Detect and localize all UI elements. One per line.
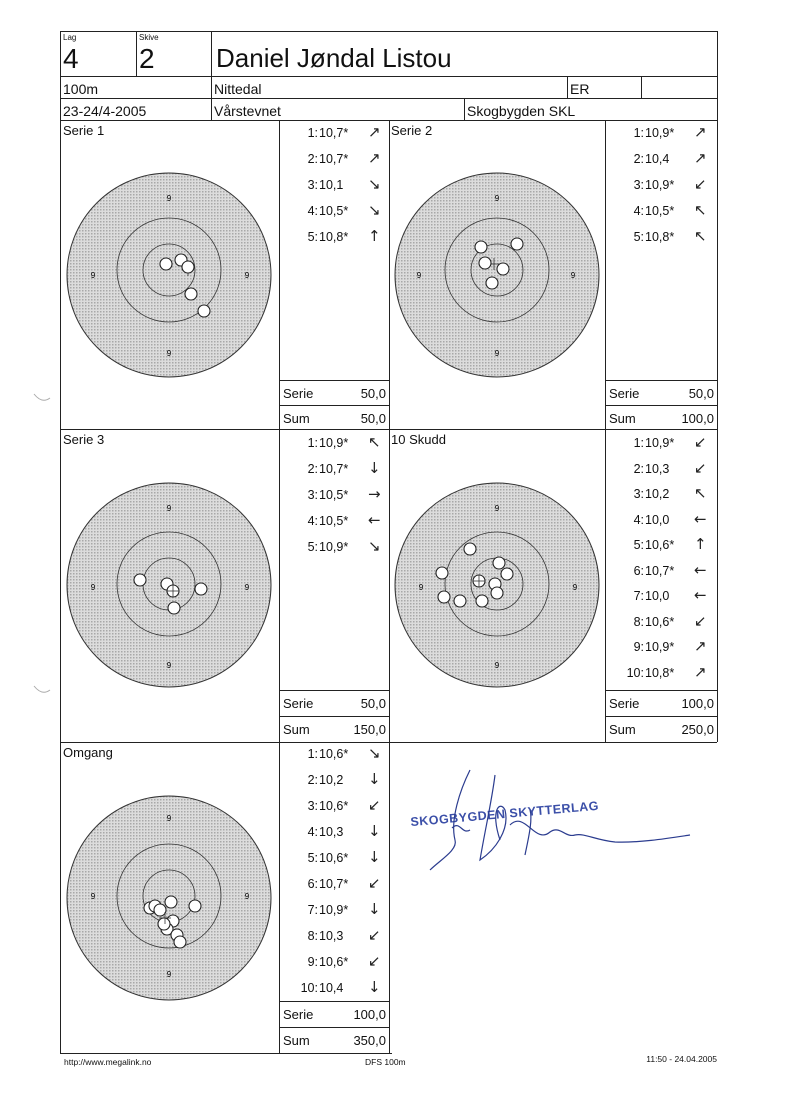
shooter-name: Daniel Jøndal Listou xyxy=(216,43,452,73)
shot-direction-arrow-icon: ↑ xyxy=(694,535,707,553)
shot-direction-arrow-icon: ↗ xyxy=(368,123,381,141)
shot-score: 10,9* xyxy=(645,436,675,450)
target-serie-2 xyxy=(392,170,602,380)
shot-hole xyxy=(479,257,491,269)
shot-hole xyxy=(511,238,523,250)
shot-direction-arrow-icon: ↙ xyxy=(694,611,707,630)
shot-hole xyxy=(134,574,146,586)
shot-hole xyxy=(436,567,448,579)
ring-label-top: 9 xyxy=(494,194,500,203)
shot-hole xyxy=(198,305,210,317)
shot-score: 10,9* xyxy=(645,178,675,192)
shot-number: 9: xyxy=(633,640,644,654)
shot-hole xyxy=(189,900,201,912)
shot-direction-arrow-icon: ↑ xyxy=(368,227,381,245)
shot-number: 10: xyxy=(300,981,318,995)
ring-label-left: 9 xyxy=(90,583,96,592)
shot-hole xyxy=(174,936,186,948)
shot-score: 10,8* xyxy=(319,230,349,244)
shot-number: 4: xyxy=(633,512,644,527)
shot-direction-arrow-icon: ↗ xyxy=(368,149,381,167)
shot-direction-arrow-icon: ↙ xyxy=(694,458,707,477)
shot-direction-arrow-icon: ↙ xyxy=(368,952,381,970)
shot-score: 10,5* xyxy=(319,514,349,528)
ring-label-bottom: 9 xyxy=(166,661,172,670)
shot-direction-arrow-icon: → xyxy=(368,485,381,503)
sum-value-4: 250,0 xyxy=(681,722,714,737)
shot-direction-arrow-icon: ↖ xyxy=(694,484,707,502)
ring-label-right: 9 xyxy=(572,583,578,592)
shot-number: 7: xyxy=(307,903,318,917)
shot-number: 4: xyxy=(307,825,318,839)
shot-score: 10,2 xyxy=(645,487,670,501)
target-serie-1 xyxy=(64,170,274,380)
shot-score: 10,1 xyxy=(319,178,344,192)
shot-hole xyxy=(464,543,476,555)
serie-value-1: 50,0 xyxy=(360,386,386,401)
shot-hole xyxy=(497,263,509,275)
club-stamp xyxy=(400,750,700,890)
panel-title-10-skudd: 10 Skudd xyxy=(391,432,446,447)
target-ring-outer xyxy=(67,173,271,377)
shot-score: 10,6* xyxy=(645,614,675,629)
shot-number: 5: xyxy=(633,230,644,244)
shot-direction-arrow-icon: ↖ xyxy=(368,433,381,451)
sum-value-5: 350,0 xyxy=(353,1033,386,1048)
shot-number: 8: xyxy=(633,614,644,629)
shot-direction-arrow-icon: ← xyxy=(694,560,707,579)
sum-value-2: 100,0 xyxy=(681,411,714,426)
shot-score: 10,3 xyxy=(319,929,344,943)
shot-hole xyxy=(501,568,513,580)
panel-title-serie-1: Serie 1 xyxy=(63,123,105,138)
sum-value-1: 50,0 xyxy=(360,411,386,426)
shot-score: 10,6* xyxy=(319,851,349,865)
serie-value-5: 100,0 xyxy=(353,1007,386,1022)
shot-number: 4: xyxy=(307,514,318,528)
shot-hole xyxy=(476,595,488,607)
shot-score: 10,9* xyxy=(319,903,349,917)
shot-score: 10,6* xyxy=(319,799,349,813)
ring-label-left: 9 xyxy=(416,271,422,280)
ring-label-left: 9 xyxy=(418,583,424,592)
shot-hole xyxy=(154,904,166,916)
distance: 100m xyxy=(63,81,99,97)
shot-hole xyxy=(493,557,505,569)
shot-score: 10,0 xyxy=(645,589,670,603)
shot-direction-arrow-icon: ↓ xyxy=(368,822,381,840)
shot-direction-arrow-icon: ↓ xyxy=(368,848,381,866)
panel-title-omgang: Omgang xyxy=(63,745,113,760)
shot-number: 6: xyxy=(633,563,644,578)
shot-score: 10,9* xyxy=(319,540,349,554)
shot-number: 2: xyxy=(633,461,644,476)
target-10-skudd xyxy=(392,480,602,690)
ring-label-left: 9 xyxy=(90,892,96,901)
ring-label-right: 9 xyxy=(244,583,250,592)
shot-hole xyxy=(185,288,197,300)
shot-number: 5: xyxy=(307,540,318,554)
shot-number: 2: xyxy=(307,773,318,787)
ring-label-right: 9 xyxy=(244,271,250,280)
shot-direction-arrow-icon: ↘ xyxy=(368,537,381,555)
ring-label-right: 9 xyxy=(244,892,250,901)
shot-score: 10,6* xyxy=(645,538,675,552)
shot-score: 10,7* xyxy=(319,152,349,166)
shot-direction-arrow-icon: ↙ xyxy=(368,926,381,944)
shot-number: 7: xyxy=(633,589,644,603)
shot-hole xyxy=(165,896,177,908)
shot-direction-arrow-icon: ↓ xyxy=(368,770,381,788)
shot-number: 5: xyxy=(633,538,644,552)
shot-hole xyxy=(160,258,172,270)
shot-direction-arrow-icon: ↘ xyxy=(368,175,381,193)
shot-number: 3: xyxy=(307,799,318,813)
shot-number: 1: xyxy=(307,747,318,761)
shot-direction-arrow-icon: ↖ xyxy=(694,201,707,219)
shot-direction-arrow-icon: ↓ xyxy=(368,900,381,918)
ring-label-bottom: 9 xyxy=(494,661,500,670)
shot-number: 8: xyxy=(307,929,318,943)
shot-direction-arrow-icon: ↘ xyxy=(368,744,381,762)
shot-direction-arrow-icon: ↙ xyxy=(368,874,381,892)
shot-score: 10,3 xyxy=(645,461,670,476)
shot-number: 4: xyxy=(633,204,644,218)
shot-hole xyxy=(486,277,498,289)
shot-score: 10,7* xyxy=(319,877,349,891)
shot-score: 10,5* xyxy=(319,204,349,218)
shot-score: 10,6* xyxy=(319,955,349,969)
shot-hole xyxy=(195,583,207,595)
shot-score: 10,6* xyxy=(319,747,349,761)
stamp-text: SKOGBYGDEN SKYTTERLAG xyxy=(409,798,600,830)
shot-direction-arrow-icon: ↙ xyxy=(694,175,707,193)
sum-label-2: Sum xyxy=(609,411,636,426)
footer-url[interactable]: http://www.megalink.no xyxy=(64,1057,152,1067)
shot-hole xyxy=(182,261,194,273)
serie-value-2: 50,0 xyxy=(688,386,714,401)
shot-number: 1: xyxy=(633,436,644,450)
shot-score: 10,2 xyxy=(319,773,344,787)
shot-score: 10,8* xyxy=(645,230,675,244)
shot-direction-arrow-icon: ↙ xyxy=(368,796,381,814)
binder-hole-mark xyxy=(32,682,52,702)
panel-title-serie-3: Serie 3 xyxy=(63,432,105,447)
shot-direction-arrow-icon: ↗ xyxy=(694,662,707,681)
skive-value: 2 xyxy=(139,43,155,74)
ring-label-top: 9 xyxy=(166,504,172,513)
shot-direction-arrow-icon: ↙ xyxy=(694,433,707,451)
lag-value: 4 xyxy=(63,43,79,74)
sum-label-1: Sum xyxy=(283,411,310,426)
footer-program: DFS 100m xyxy=(365,1057,406,1067)
shot-score: 10,5* xyxy=(319,488,349,502)
shot-number: 9: xyxy=(307,955,318,969)
shot-direction-arrow-icon: ← xyxy=(694,509,707,528)
shot-number: 1: xyxy=(633,126,644,140)
shot-score: 10,4 xyxy=(319,981,344,995)
shot-number: 1: xyxy=(307,436,318,450)
shot-score: 10,3 xyxy=(319,825,344,839)
sum-value-3: 150,0 xyxy=(353,722,386,737)
shot-score: 10,7* xyxy=(645,563,675,578)
shot-direction-arrow-icon: ↘ xyxy=(368,201,381,219)
target-serie-3 xyxy=(64,480,274,690)
shot-direction-arrow-icon: ← xyxy=(368,511,381,529)
shot-hole xyxy=(454,595,466,607)
serie-value-3: 50,0 xyxy=(360,696,386,711)
ring-label-top: 9 xyxy=(494,504,500,513)
serie-label-3: Serie xyxy=(283,696,314,711)
ring-label-top: 9 xyxy=(166,814,172,823)
shot-hole xyxy=(438,591,450,603)
date: 23-24/4-2005 xyxy=(63,103,147,119)
sum-label-5: Sum xyxy=(283,1033,310,1048)
shot-direction-arrow-icon: ↖ xyxy=(694,227,707,245)
shot-hole xyxy=(491,587,503,599)
target-ring-outer xyxy=(395,173,599,377)
shot-direction-arrow-icon: ← xyxy=(694,586,707,604)
shot-score: 10,7* xyxy=(319,462,349,476)
shot-number: 2: xyxy=(633,152,644,166)
shot-number: 2: xyxy=(307,152,318,166)
ring-label-bottom: 9 xyxy=(494,349,500,358)
panel-title-serie-2: Serie 2 xyxy=(391,123,433,138)
event-name: Vårstevnet xyxy=(214,103,281,119)
ring-label-left: 9 xyxy=(90,271,96,280)
target-omgang xyxy=(64,793,274,1003)
shot-score: 10,0 xyxy=(645,512,670,527)
lag-label: Lag xyxy=(63,33,77,42)
shot-number: 6: xyxy=(307,877,318,891)
club-name: Skogbygden SKL xyxy=(467,103,576,119)
shot-number: 5: xyxy=(307,230,318,244)
shot-score: 10,7* xyxy=(319,126,349,140)
ring-label-bottom: 9 xyxy=(166,970,172,979)
shot-hole xyxy=(168,602,180,614)
footer-timestamp: 11:50 - 24.04.2005 xyxy=(646,1054,717,1064)
ring-label-top: 9 xyxy=(166,194,172,203)
serie-label-2: Serie xyxy=(609,386,640,401)
shot-direction-arrow-icon: ↓ xyxy=(368,459,381,477)
shot-number: 10: xyxy=(626,665,644,680)
shot-score: 10,9* xyxy=(645,640,675,654)
shot-hole xyxy=(475,241,487,253)
shot-number: 4: xyxy=(307,204,318,218)
shot-number: 3: xyxy=(633,178,644,192)
location: Nittedal xyxy=(214,81,262,97)
sum-label-4: Sum xyxy=(609,722,636,737)
binder-hole-mark xyxy=(32,390,52,410)
shot-direction-arrow-icon: ↗ xyxy=(694,149,707,167)
shot-score: 10,5* xyxy=(645,204,675,218)
shot-hole xyxy=(158,918,170,930)
shot-number: 5: xyxy=(307,851,318,865)
sum-label-3: Sum xyxy=(283,722,310,737)
serie-label-1: Serie xyxy=(283,386,314,401)
skive-label: Skive xyxy=(139,33,159,42)
shot-direction-arrow-icon: ↗ xyxy=(694,123,707,141)
shot-number: 1: xyxy=(307,126,318,140)
serie-label-5: Serie xyxy=(283,1007,314,1022)
shot-score: 10,8* xyxy=(645,665,675,680)
class: ER xyxy=(570,81,590,97)
shot-number: 2: xyxy=(307,462,318,476)
shot-score: 10,9* xyxy=(645,126,675,140)
shot-number: 3: xyxy=(307,178,318,192)
shot-number: 3: xyxy=(307,488,318,502)
ring-label-bottom: 9 xyxy=(166,349,172,358)
shot-score: 10,4 xyxy=(645,152,670,166)
serie-label-4: Serie xyxy=(609,696,640,711)
shot-number: 3: xyxy=(633,487,644,501)
serie-value-4: 100,0 xyxy=(681,696,714,711)
ring-label-right: 9 xyxy=(570,271,576,280)
shot-direction-arrow-icon: ↓ xyxy=(368,978,381,996)
shot-direction-arrow-icon: ↗ xyxy=(694,637,707,655)
shot-score: 10,9* xyxy=(319,436,349,450)
